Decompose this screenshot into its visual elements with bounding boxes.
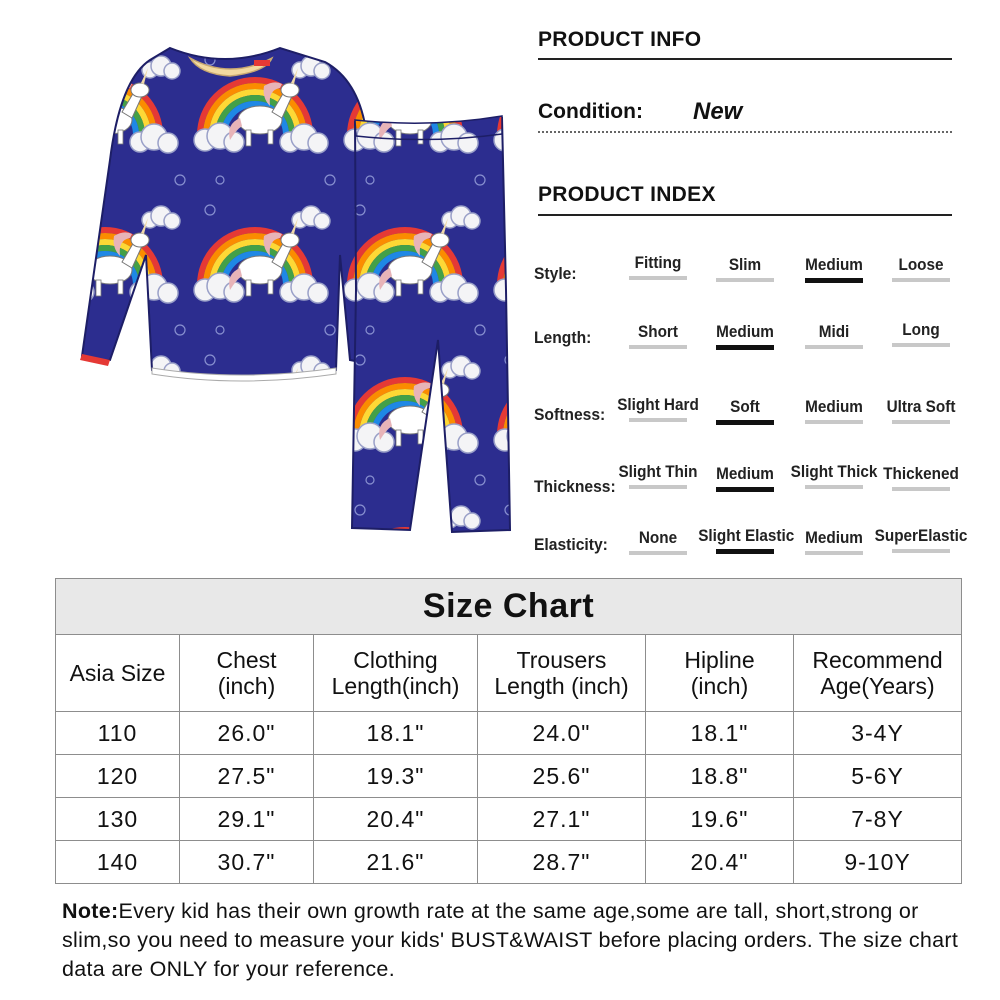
index-option: Thickened [869,464,973,491]
column-header: Clothing Length(inch) [314,635,478,712]
column-header: Hipline (inch) [646,635,794,712]
column-header: Recommend Age(Years) [794,635,962,712]
table-cell: 25.6" [478,755,646,798]
product-info-heading: PRODUCT INFO [538,28,702,51]
index-option: Medium [782,397,886,424]
index-option: Slight Thick [782,462,886,489]
pajama-shirt [82,48,388,378]
table-row [56,798,962,841]
index-option: Slight Thin [606,462,710,489]
pajama-trousers [352,118,510,532]
table-cell: 120 [56,755,180,798]
index-option-selected: Slight Elastic [693,526,797,554]
note-label: Note: [62,899,119,923]
table-cell: 29.1" [180,798,314,841]
table-cell: 27.1" [478,798,646,841]
table-cell: 18.1" [314,712,478,755]
table-cell: 26.0" [180,712,314,755]
index-label-length: Length: [534,328,592,347]
condition-label: Condition: [538,100,643,123]
product-index-rule [538,214,952,216]
table-cell: 30.7" [180,841,314,884]
index-option-selected: Medium [693,322,797,350]
index-option-selected: Medium [693,464,797,492]
index-label-elasticity: Elasticity: [534,535,608,554]
table-cell: 24.0" [478,712,646,755]
table-cell: 20.4" [314,798,478,841]
table-row [56,712,962,755]
index-option: Loose [869,255,973,282]
index-option: Slight Hard [606,395,710,422]
index-option: SuperElastic [869,526,973,553]
product-index-heading: PRODUCT INDEX [538,183,716,206]
size-chart-table [55,578,962,884]
size-chart-title: Size Chart [56,579,962,635]
index-label-thickness: Thickness: [534,477,616,496]
table-cell: 19.6" [646,798,794,841]
table-row [56,755,962,798]
index-option: Slim [693,255,797,282]
table-cell: 3-4Y [794,712,962,755]
note-text: Every kid has their own growth rate at the same age,some are tall, short,strong or slim,so you need to measure your kids' BUST&WAIST before placing orders. The size chart data are ONLY for your reference. [62,899,959,981]
table-cell: 9-10Y [794,841,962,884]
size-chart-header-row [56,635,962,712]
index-option: None [606,528,710,555]
table-cell: 19.3" [314,755,478,798]
column-header: Chest (inch) [180,635,314,712]
index-label-style: Style: [534,264,577,283]
table-cell: 7-8Y [794,798,962,841]
condition-value: New [693,98,743,125]
index-option-selected: Medium [782,255,886,283]
index-option: Medium [782,528,886,555]
size-chart [55,578,961,881]
index-option: Midi [782,322,886,349]
table-cell: 110 [56,712,180,755]
column-header: Asia Size [56,635,180,712]
index-option: Fitting [606,253,710,280]
index-option: Short [606,322,710,349]
condition-divider [538,131,952,133]
index-option-selected: Soft [693,397,797,425]
product-image [40,40,520,540]
table-cell: 27.5" [180,755,314,798]
table-cell: 140 [56,841,180,884]
column-header: Trousers Length (inch) [478,635,646,712]
table-cell: 5-6Y [794,755,962,798]
table-cell: 130 [56,798,180,841]
table-cell: 20.4" [646,841,794,884]
table-row [56,841,962,884]
table-cell: 21.6" [314,841,478,884]
index-label-softness: Softness: [534,405,606,424]
index-option: Long [869,320,973,347]
table-cell: 18.8" [646,755,794,798]
table-cell: 18.1" [646,712,794,755]
sizing-note [62,897,962,984]
product-info-rule [538,58,952,60]
table-cell: 28.7" [478,841,646,884]
index-option: Ultra Soft [869,397,973,424]
